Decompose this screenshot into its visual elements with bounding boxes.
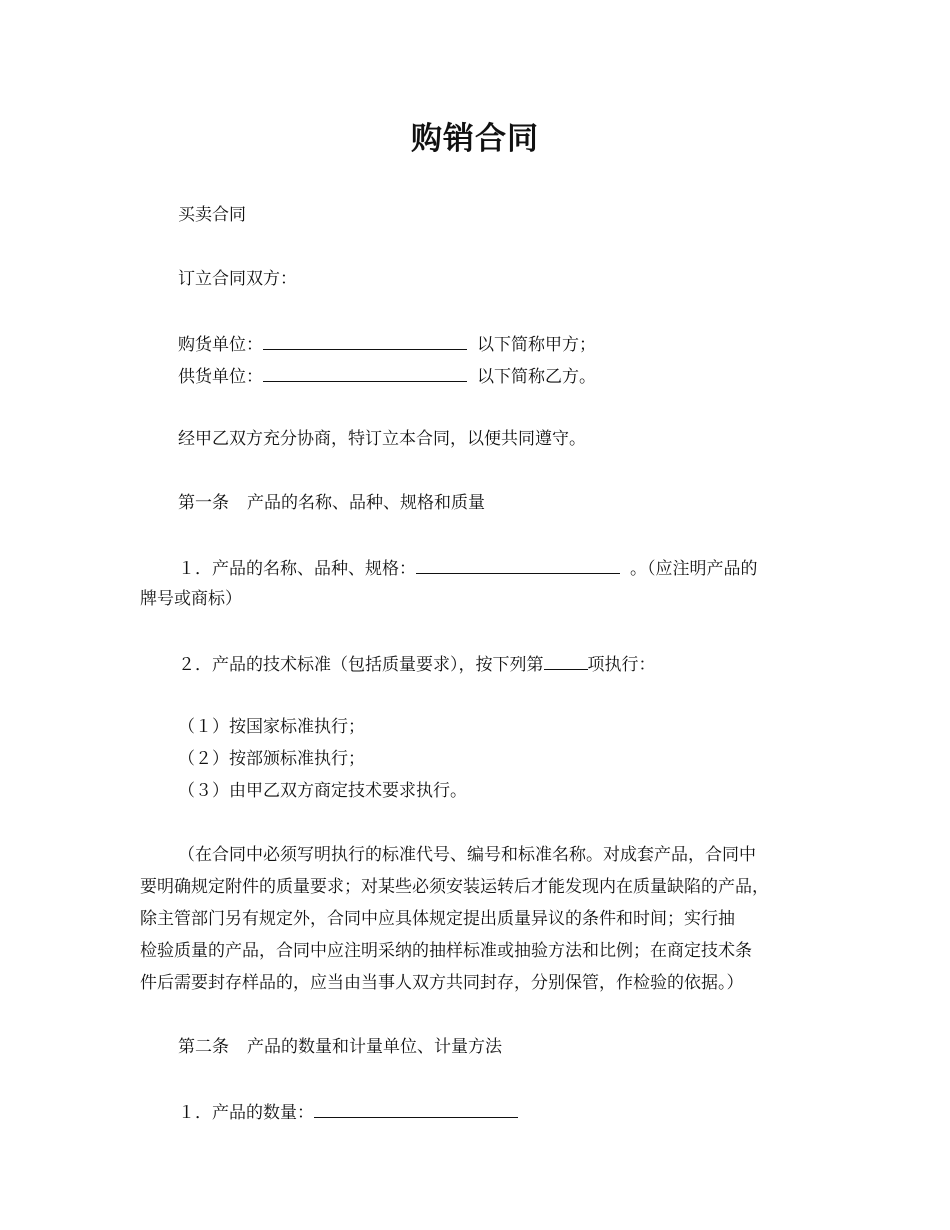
article1-number: 第一条: [178, 493, 229, 513]
seller-suffix: 以下简称乙方。: [477, 367, 596, 387]
product-spec-blank[interactable]: [416, 556, 620, 574]
seller-label: 供货单位：: [178, 367, 263, 387]
article1-item2: [178, 652, 656, 676]
standard-option-blank[interactable]: [544, 652, 588, 670]
article1-item2-suffix: 项执行：: [587, 655, 656, 675]
note-line-3: 除主管部门另有规定外，合同中应具体规定提出质量异议的条件和时间；实行抽: [140, 909, 735, 929]
buyer-suffix: 以下简称甲方；: [477, 335, 596, 355]
article2-number: 第二条: [178, 1037, 229, 1057]
note-line-4: 检验质量的产品，合同中应注明采纳的抽样标准或抽验方法和比例；在商定技术条: [140, 941, 752, 961]
parties-heading: 订立合同双方：: [178, 269, 297, 289]
article2-title: 产品的数量和计量单位、计量方法: [247, 1037, 502, 1057]
article2-item1: [178, 1100, 518, 1124]
intro-paragraph: 经甲乙双方充分协商，特订立本合同，以便共同遵守。: [178, 429, 586, 449]
contract-subtitle: 买卖合同: [178, 205, 246, 225]
article1-item1-suffix: 。（应注明产品的: [630, 559, 758, 579]
article1-title: 产品的名称、品种、规格和质量: [247, 493, 485, 513]
buyer-label: 购货单位：: [178, 335, 263, 355]
article2-heading: [178, 1036, 502, 1058]
seller-name-blank[interactable]: [263, 364, 467, 382]
article1-item1-continuation: 牌号或商标）: [140, 589, 242, 609]
article2-item1-prefix: １．产品的数量：: [178, 1103, 314, 1123]
note-line-5: 件后需要封存样品的，应当由当事人双方共同封存，分别保管，作检验的依据。）: [140, 973, 744, 993]
article1-item2-prefix: ２．产品的技术标准（包括质量要求），按下列第: [178, 655, 544, 675]
article1-heading: [178, 492, 485, 514]
note-line-2: 要明确规定附件的质量要求；对某些必须安装运转后才能发现内在质量缺陷的产品，: [140, 877, 769, 897]
standard-option-2: （２）按部颁标准执行；: [178, 749, 365, 769]
seller-line: [178, 364, 596, 388]
standard-option-3: （３）由甲乙双方商定技术要求执行。: [178, 781, 467, 801]
note-line-1: （在合同中必须写明执行的标准代号、编号和标准名称。对成套产品，合同中: [178, 845, 756, 865]
article1-item1-prefix: １．产品的名称、品种、规格：: [178, 559, 416, 579]
article1-item1: [178, 556, 758, 580]
buyer-line: [178, 332, 596, 356]
product-quantity-blank[interactable]: [314, 1100, 518, 1118]
standard-option-1: （１）按国家标准执行；: [178, 717, 365, 737]
buyer-name-blank[interactable]: [263, 332, 467, 350]
document-title: 购销合同: [411, 121, 539, 157]
